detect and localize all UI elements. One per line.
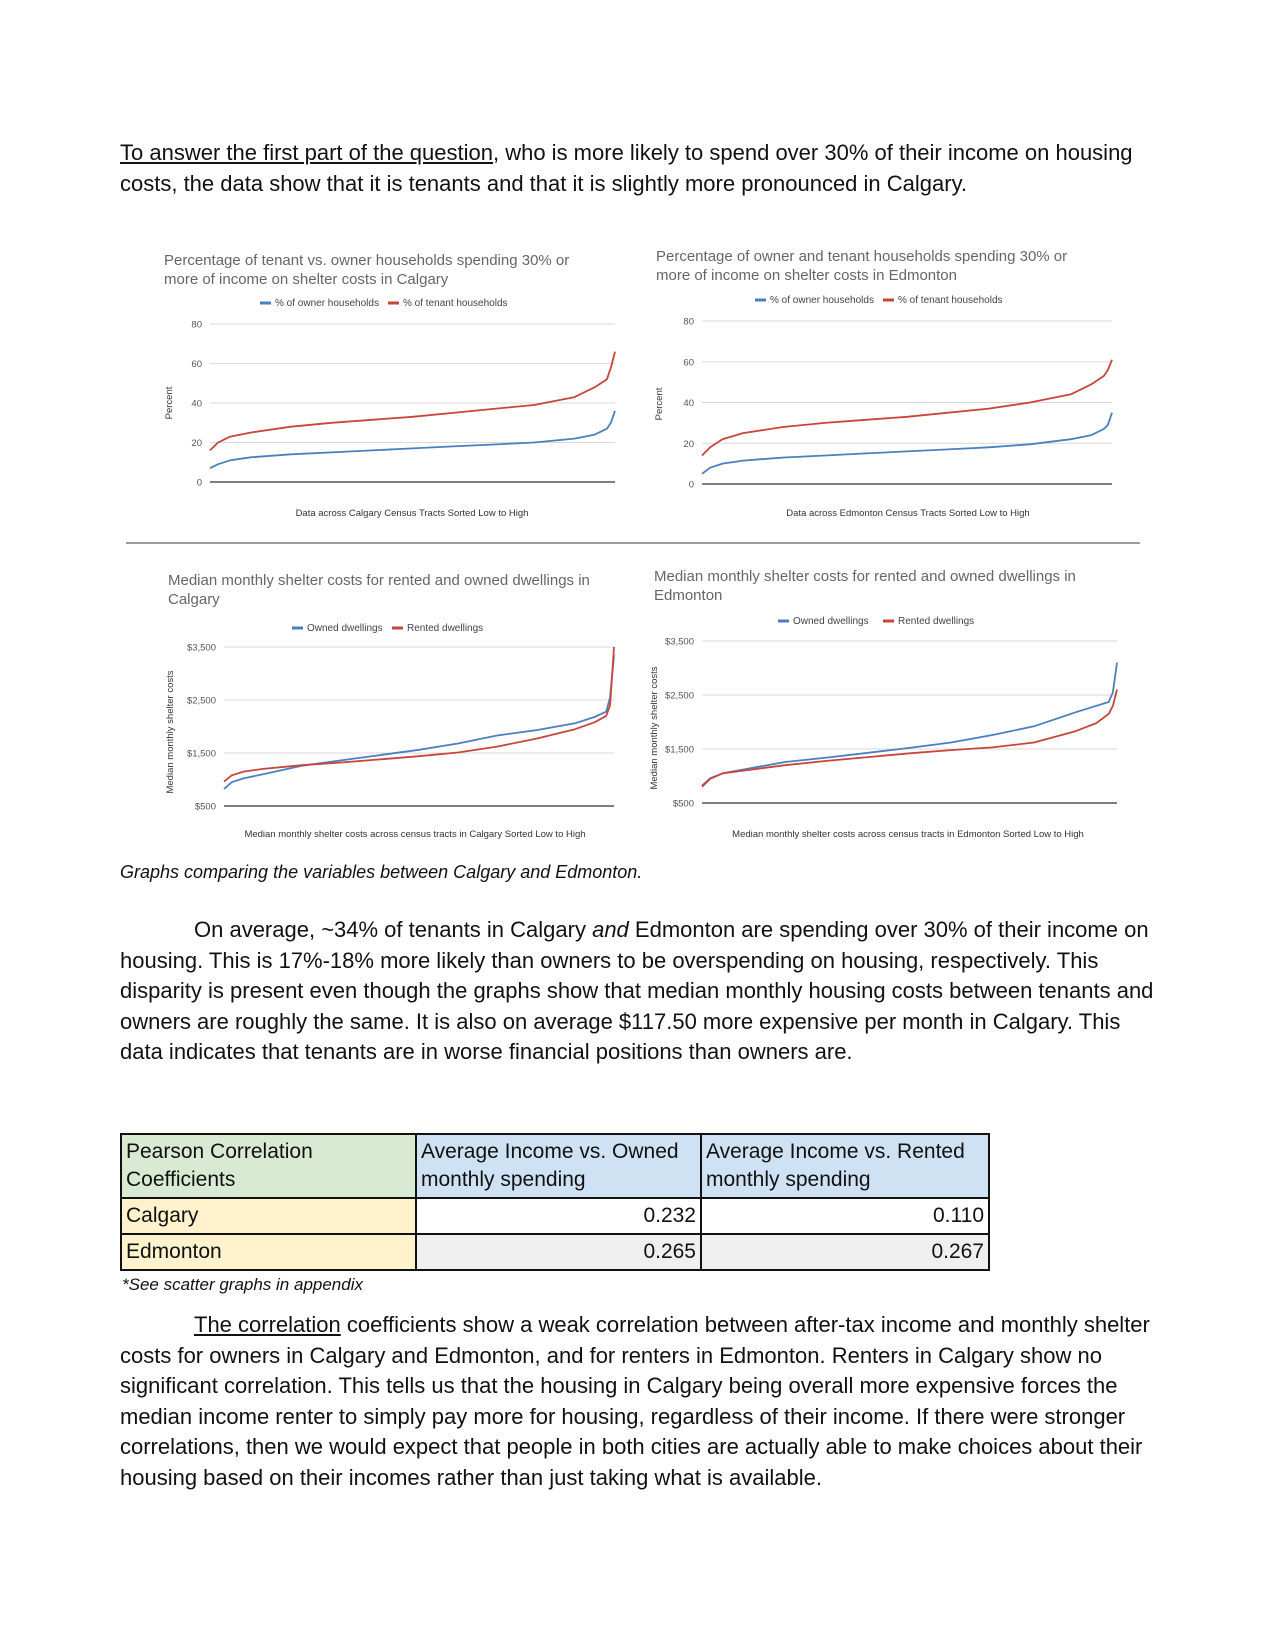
y-axis-label: Median monthly shelter costs — [649, 666, 660, 790]
legend-label-tenant: % of tenant households — [898, 295, 1003, 306]
correlation-table — [120, 1133, 990, 1271]
y-tick-label: $3,500 — [186, 642, 216, 654]
chart-title-line1: Percentage of tenant vs. owner households spending 30% or — [164, 252, 570, 269]
x-axis-label: Median monthly shelter costs across census tracts in Calgary Sorted Low to High — [244, 829, 586, 840]
chart-edmonton-median-costs — [640, 556, 1120, 840]
table-header-row — [121, 1134, 989, 1198]
y-axis-label: Percent — [654, 387, 665, 421]
legend-label-owner: % of owner households — [770, 295, 874, 306]
legend-label-rented: Rented dwellings — [407, 623, 484, 634]
x-axis-label: Median monthly shelter costs across census tracts in Edmonton Sorted Low to High — [732, 829, 1084, 840]
intro-text: , who is more likely to spend over 30% of their income on housing costs, the data show that it is tenants and that it is slightly more pronounced in Calgary. — [120, 140, 1133, 196]
chart-title-line1: Median monthly shelter costs for rented and owned dwellings in — [168, 572, 590, 589]
chart-title-line1: Percentage of owner and tenant households spending 30% or — [656, 248, 1068, 265]
legend-label-owner: % of owner households — [275, 298, 379, 309]
body-paragraph-3 — [120, 1310, 1165, 1493]
y-axis-label: Median monthly shelter costs — [165, 670, 176, 794]
legend-label-rented: Rented dwellings — [898, 616, 975, 627]
series-line-owner — [224, 655, 614, 789]
para3-text: coefficients show a weak correlation between after-tax income and monthly shelter costs for owners in Calgary and Edmonton, and for renters in Edmonton. Renters in Calgary show no significant correlation. This tells us that the housing in Calgary being overall more expensive forces the median income renter to simply pay more for housing, regardless of their income. If there were stronger correlations, then we would expect that people in both cities are actually able to make choices about their housing based on their incomes rather than just taking what is available. — [120, 1312, 1150, 1490]
y-tick-label: $2,500 — [186, 695, 216, 707]
y-tick-label: 0 — [688, 479, 694, 491]
y-tick-label: 20 — [191, 438, 202, 449]
legend-label-tenant: % of tenant households — [403, 298, 508, 309]
y-tick-label: $1,500 — [186, 748, 216, 760]
y-tick-label: 0 — [196, 477, 202, 489]
y-tick-label: 60 — [683, 357, 694, 369]
y-tick-label: $500 — [194, 801, 216, 813]
legend-label-owned: Owned dwellings — [307, 623, 383, 634]
chart-edmonton-percent — [640, 236, 1120, 520]
table-header-cell: Pearson Correlation Coefficients — [121, 1134, 416, 1198]
y-tick-label: 40 — [683, 398, 694, 409]
table-cell: 0.267 — [701, 1234, 989, 1270]
chart-title-line2: Edmonton — [654, 587, 723, 604]
y-tick-label: 20 — [683, 438, 694, 450]
table-note: *See scatter graphs in appendix — [122, 1275, 363, 1294]
table-cell: 0.110 — [701, 1198, 989, 1234]
chart-divider — [126, 542, 1140, 544]
table-cell: 0.232 — [416, 1198, 701, 1234]
chart-title-line1: Median monthly shelter costs for rented and owned dwellings in — [654, 568, 1076, 585]
y-tick-label: 80 — [191, 319, 202, 331]
table-row — [121, 1198, 989, 1234]
chart-title-line2: more of income on shelter costs in Edmonton — [656, 267, 957, 284]
table-header-cell: Average Income vs. Rented monthly spending — [701, 1134, 989, 1198]
intro-link[interactable]: To answer the first part of the question — [120, 140, 493, 165]
table-header-cell: Average Income vs. Owned monthly spending — [416, 1134, 701, 1198]
legend-label-owned: Owned dwellings — [793, 616, 869, 627]
chart-title-line2: more of income on shelter costs in Calgary — [164, 271, 449, 288]
intro-paragraph — [120, 138, 1165, 199]
y-tick-label: 60 — [191, 359, 202, 370]
y-axis-label: Percent — [164, 386, 175, 420]
series-line-tenant — [224, 647, 614, 782]
para2-text-1: On average, ~34% of tenants in Calgary — [194, 917, 593, 942]
chart-title-line2: Calgary — [168, 591, 220, 608]
para2-text-2: Edmonton are spending over 30% of their income on housing. This is 17%-18% more likely than owners to be overspending on housing, respectively. This disparity is present even though the graphs show that median monthly housing costs between tenants and owners are roughly the same. It is also on average $117.50 more expensive per month in Calgary. This data indicates that tenants are in worse financial positions than owners are. — [120, 917, 1154, 1064]
series-line-tenant — [702, 690, 1117, 787]
table-row — [121, 1234, 989, 1270]
table-row-label: Edmonton — [121, 1234, 416, 1270]
body-paragraph-2 — [120, 915, 1165, 1068]
y-tick-label: $500 — [672, 798, 694, 810]
series-line-owner — [210, 411, 615, 468]
y-tick-label: $3,500 — [664, 636, 694, 648]
y-tick-label: 40 — [191, 398, 202, 410]
figure-caption: Graphs comparing the variables between Calgary and Edmonton. — [120, 862, 643, 882]
table-cell: 0.265 — [416, 1234, 701, 1270]
table-row-label: Calgary — [121, 1198, 416, 1234]
para3-link[interactable]: The correlation — [194, 1312, 341, 1337]
x-axis-label: Data across Edmonton Census Tracts Sorted Low to High — [786, 508, 1030, 519]
x-axis-label: Data across Calgary Census Tracts Sorted Low to High — [295, 508, 529, 519]
series-line-tenant — [210, 352, 615, 451]
chart-calgary-median-costs — [150, 560, 620, 840]
y-tick-label: $2,500 — [664, 690, 694, 702]
y-tick-label: 80 — [683, 316, 694, 328]
chart-calgary-percent — [150, 240, 620, 520]
y-tick-label: $1,500 — [664, 744, 694, 756]
para2-emphasis: and — [592, 917, 629, 942]
